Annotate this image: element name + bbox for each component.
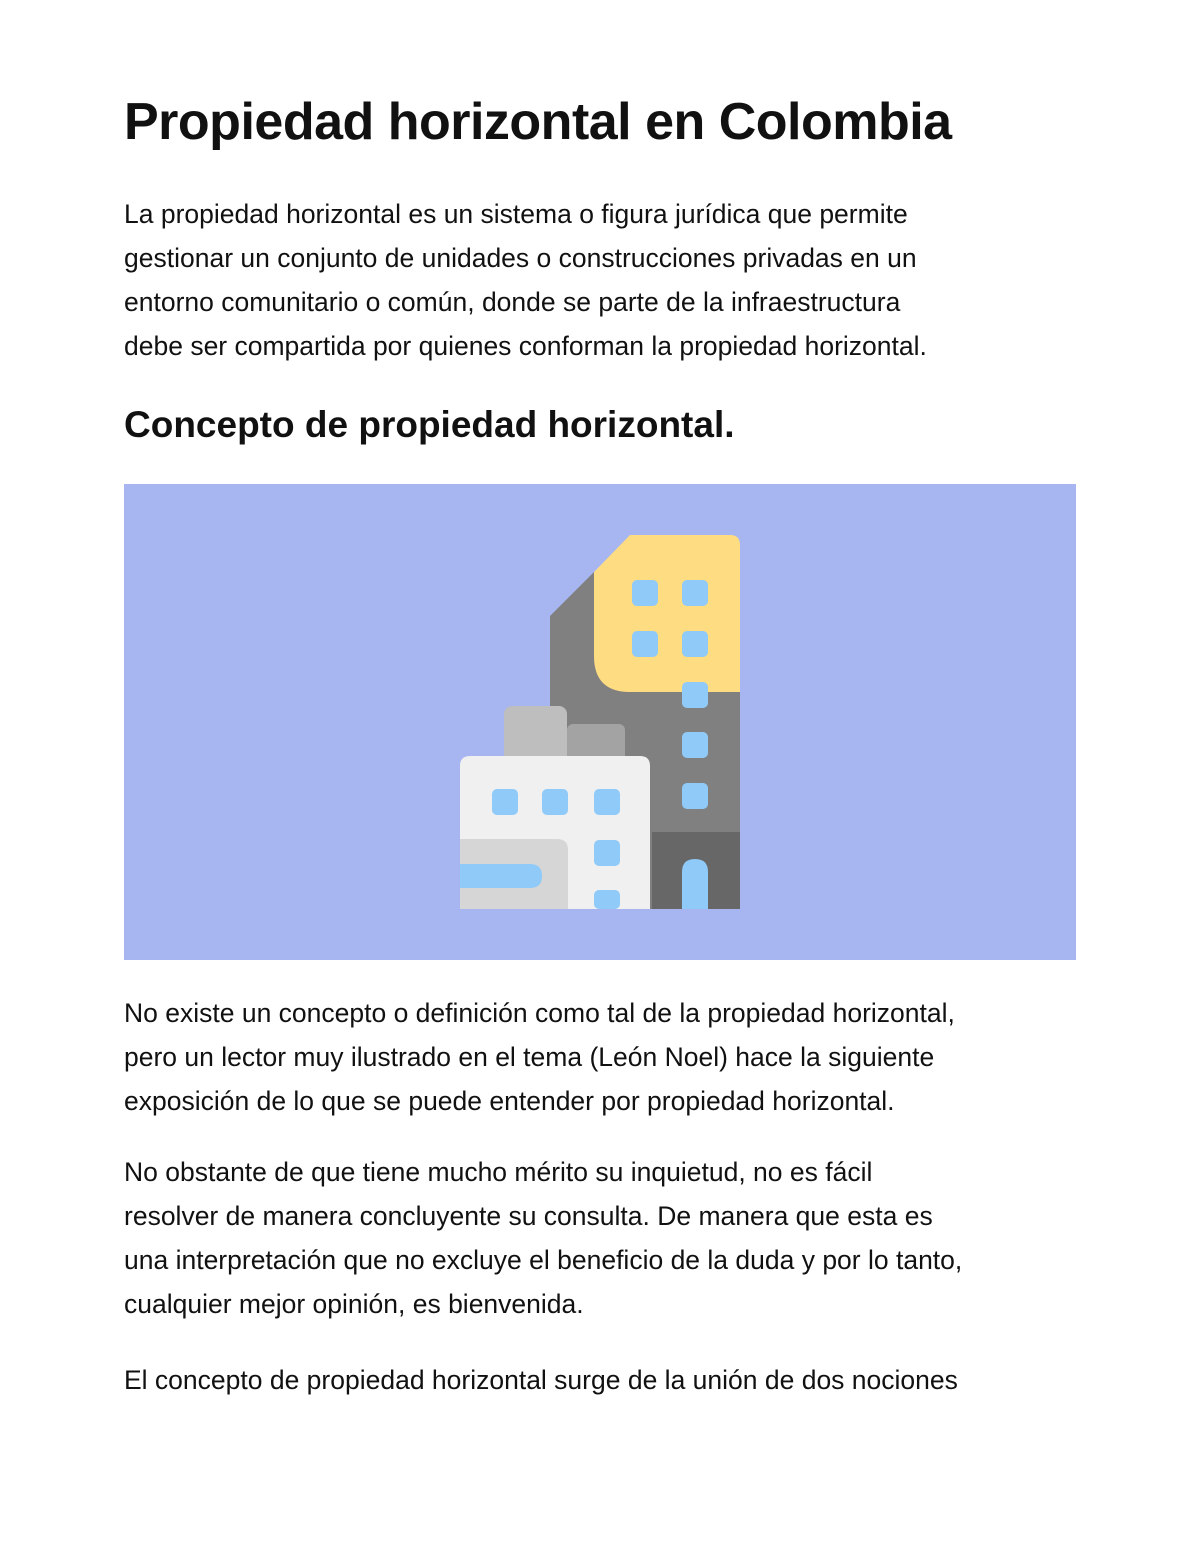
text-line: resolver de manera concluyente su consulta. De manera que esta es	[124, 1201, 933, 1231]
intro-paragraph	[124, 192, 1084, 368]
text-line: El concepto de propiedad horizontal surge de la unión de dos nociones	[124, 1365, 958, 1395]
text-line: una interpretación que no excluye el beneficio de la duda y por lo tanto,	[124, 1245, 963, 1275]
illustration-banner	[124, 484, 1076, 960]
text-line: exposición de lo que se puede entender por propiedad horizontal.	[124, 1086, 895, 1116]
section-heading: Concepto de propiedad horizontal.	[124, 404, 735, 445]
page-title: Propiedad horizontal en Colombia	[124, 93, 952, 151]
text-line: No obstante de que tiene mucho mérito su inquietud, no es fácil	[124, 1157, 873, 1187]
text-line: cualquier mejor opinión, es bienvenida.	[124, 1289, 584, 1319]
buildings-icon	[124, 484, 1076, 960]
body-paragraph	[124, 991, 1084, 1123]
body-paragraph	[124, 1150, 1084, 1326]
text-line: debe ser compartida por quienes conforman la propiedad horizontal.	[124, 331, 927, 361]
text-line: No existe un concepto o definición como tal de la propiedad horizontal,	[124, 998, 955, 1028]
text-line: entorno comunitario o común, donde se parte de la infraestructura	[124, 287, 901, 317]
body-paragraph	[124, 1358, 1084, 1402]
text-line: pero un lector muy ilustrado en el tema (León Noel) hace la siguiente	[124, 1042, 935, 1072]
text-line: gestionar un conjunto de unidades o construcciones privadas en un	[124, 243, 917, 273]
text-line: La propiedad horizontal es un sistema o figura jurídica que permite	[124, 199, 908, 229]
